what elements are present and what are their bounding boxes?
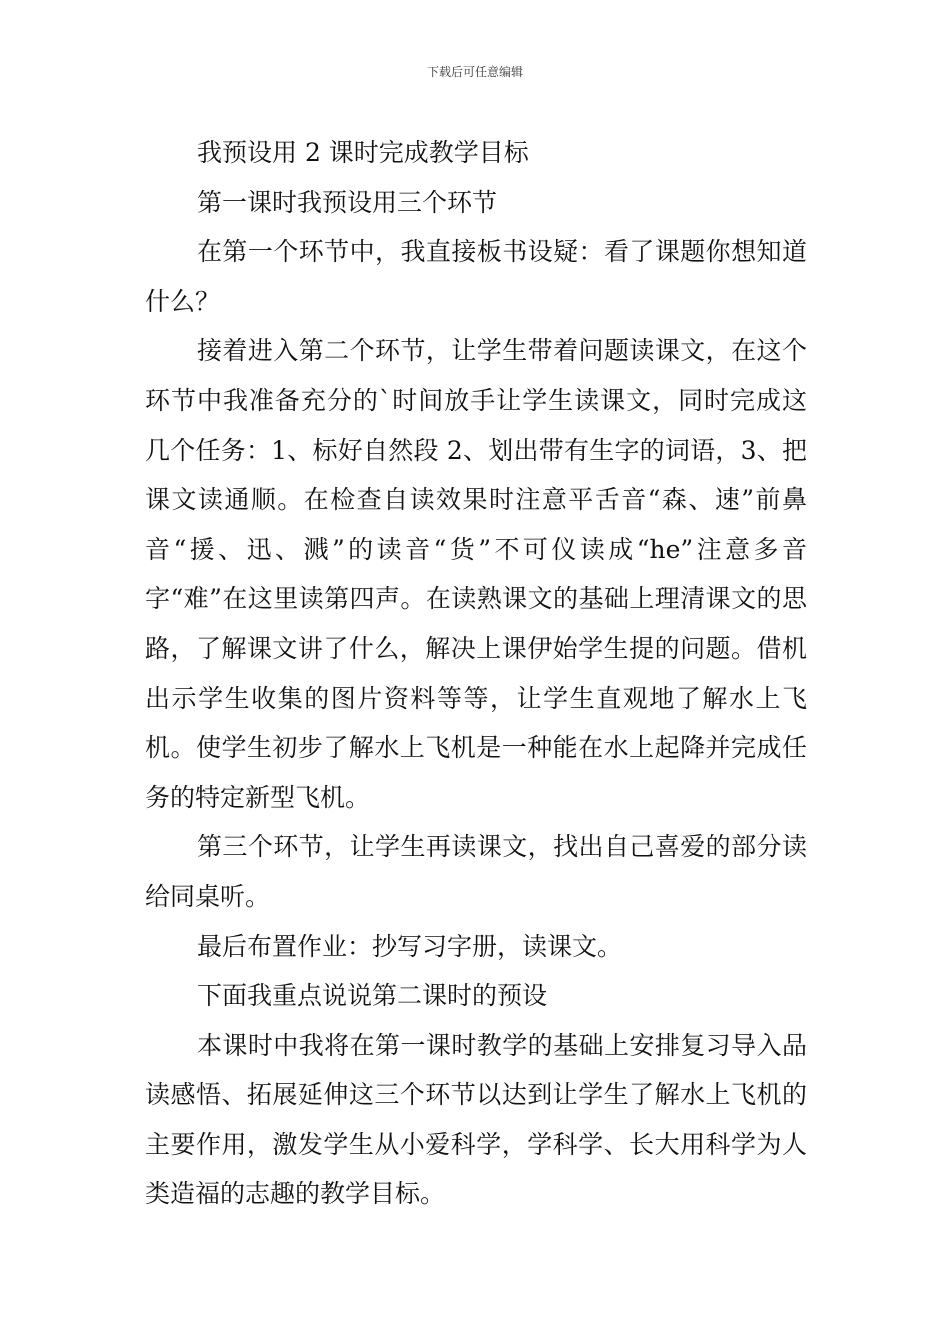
paragraph-5: 第三个环节，让学生再读课文，找出自己喜爱的部分读给同桌听。	[145, 832, 807, 911]
paragraph-7: 下面我重点说说第二课时的预设	[197, 981, 548, 1011]
paragraph-4: 接着进入第二个环节，让学生带着问题读课文，在这个环节中我准备充分的`时间放手让学生读课文，同时完成这几个任务：1、标好自然段 2、划出带有生字的词语，3、把课文读通顺。在检查自读效果时注意平舌音“森、速”前鼻音“援、迅、溅”的读音“货”不可仪读成“he”注意多音字“难”在这里读第四声。在读熟课文的基础上理清课文的思路，了解课文讲了什么，解决上课伊始学生提的问题。借机出示学生收集的图片资料等等，让学生直观地了解水上飞机。使学生初步了解水上飞机是一种能在水上起降并完成任务的特定新型飞机。	[145, 336, 807, 812]
paragraph-3: 在第一个环节中，我直接板书设疑：看了课题你想知道什么？	[145, 237, 807, 316]
document-body	[145, 128, 807, 1219]
paragraph-1: 我预设用 2 课时完成教学目标	[197, 138, 529, 167]
paragraph-6: 最后布置作业：抄写习字册，读课文。	[197, 931, 623, 961]
page-header: 下载后可任意编辑	[426, 65, 523, 79]
paragraph-2: 第一课时我预设用三个环节	[197, 187, 498, 217]
paragraph-8: 本课时中我将在第一课时教学的基础上安排复习导入品读感悟、拓展延伸这三个环节以达到让学生了解水上飞机的主要作用，激发学生从小爱科学，学科学、长大用科学为人类造福的志趣的教学目标。	[145, 1030, 807, 1209]
